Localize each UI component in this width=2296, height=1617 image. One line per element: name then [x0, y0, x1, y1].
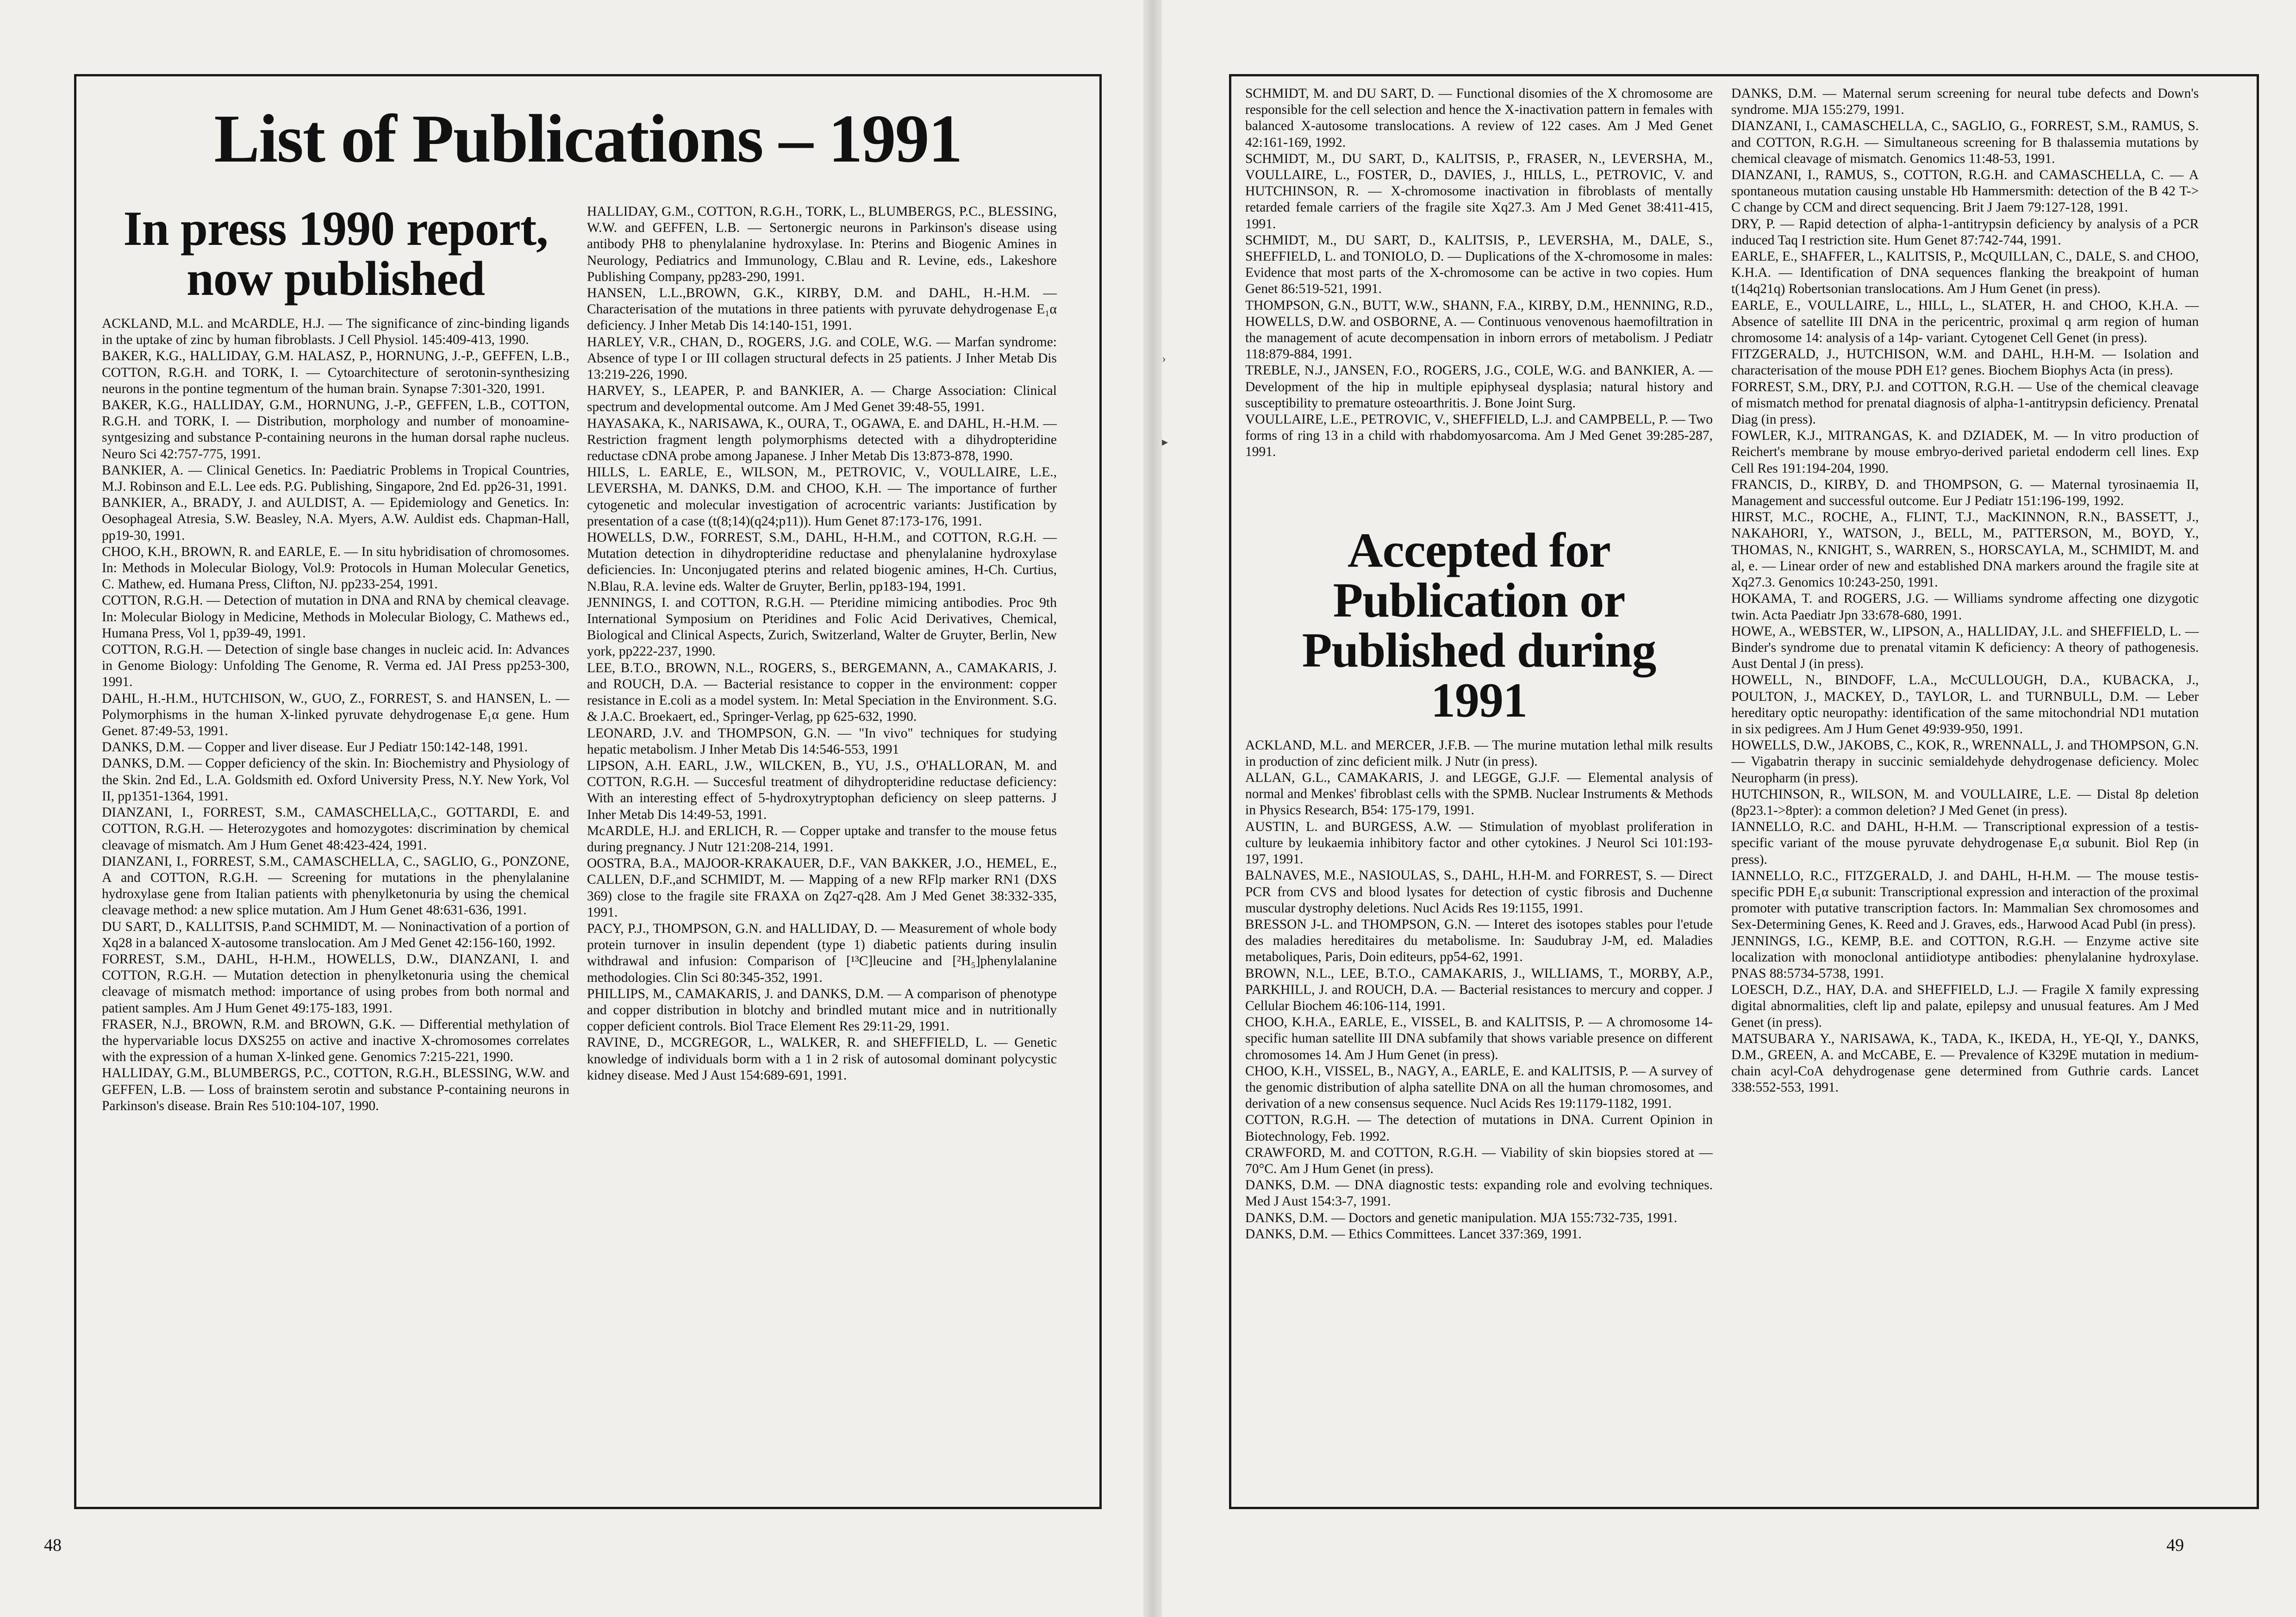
publication-entry: COTTON, R.G.H. — The detection of mutations in DNA. Current Opinion in Biotechnology, Feb. 1992. — [1245, 1112, 1713, 1144]
publication-entry: DANKS, D.M. — Doctors and genetic manipulation. MJA 155:732-735, 1991. — [1245, 1210, 1678, 1225]
accepted-heading: Accepted for Publication or Published during 1991 — [1302, 523, 1656, 727]
publication-entry: DANKS, D.M. — Ethics Committees. Lancet 337:369, 1991. — [1245, 1226, 1582, 1242]
in-press-list-part-2 — [587, 204, 1057, 1084]
publication-entry: BRESSON J-L. and THOMPSON, G.N. — Interet des isotopes stables pour l'etude des maladies hereditaires du metabolisme. In: Saudubray J-M, ed. Maladies metaboliques, Paris, Doin editeurs, pp54-62, 1991. — [1245, 917, 1713, 965]
publication-entry: DAHL, H.-H.M., HUTCHISON, W., GUO, Z., FORREST, S. and HANSEN, L. — Polymorphisms in the human X-linked pyruvate dehydrogenase E₁α gene. Hum Genet. 87:49-53, 1991. — [102, 691, 569, 739]
publication-entry: DIANZANI, I., FORREST, S.M., CAMASCHELLA, C., SAGLIO, G., PONZONE, A and COTTON, R.G.H. — Screening for mutations in the phenylalanine hydroxylase gene from Italian patients with phenylketonuria by using the chemical cleavage method: a new splice mutation. Am J Hum Genet 48:631-636, 1991. — [102, 854, 569, 918]
publication-entry: HUTCHINSON, R., WILSON, M. and VOULLAIRE, L.E. — Distal 8p deletion (8p23.1->8pter): a common deletion? J Med Genet (in press). — [1731, 787, 2199, 818]
page-number-right: 49 — [2166, 1536, 2184, 1555]
publication-entry: McARDLE, H.J. and ERLICH, R. — Copper uptake and transfer to the mouse fetus during pregnancy. J Nutr 121:208-214, 1991. — [587, 823, 1057, 855]
page-title: List of Publications – 1991 — [214, 101, 962, 177]
publication-entry: HOKAMA, T. and ROGERS, J.G. — Williams syndrome affecting one dizygotic twin. Acta Paediatr Jpn 33:678-680, 1991. — [1731, 591, 2199, 623]
publication-entry: CHOO, K.H., VISSEL, B., NAGY, A., EARLE, E. and KALITSIS, P. — A survey of the genomic distribution of alpha satellite DNA on all the human chromosomes, and derivation of a new consensus sequence. Nucl Acids Res 19:1179-1182, 1991. — [1245, 1063, 1713, 1111]
publication-entry: SCHMIDT, M. and DU SART, D. — Functional disomies of the X chromosome are responsible for the cell selection and hence the X-inactivation pattern in females with balanced X-autosome translocations. A review of 122 cases. Am J Med Genet 42:161-169, 1992. — [1245, 86, 1713, 150]
publication-entry: DIANZANI, I., CAMASCHELLA, C., SAGLIO, G., FORREST, S.M., RAMUS, S. and COTTON, R.G.H. — Simultaneous screening for B thalassemia mutations by chemical cleavage of mismatch. Genomics 11:48-53, 1991. — [1731, 119, 2199, 166]
publication-entry: BAKER, K.G., HALLIDAY, G.M., HORNUNG, J.-P., GEFFEN, L.B., COTTON, R.G.H. and TORK, I. — Distribution, morphology and number of monoamine-syntgesizing and substance P-containing neurons in the human dorsal raphe nucleus. Neuro Sci 42:757-775, 1991. — [102, 398, 569, 462]
publication-entry: LIPSON, A.H. EARL, J.W., WILCKEN, B., YU, J.S., O'HALLORAN, M. and COTTON, R.G.H. — Succesful treatment of dihydropteridine reductase deficiency: With an interesting effect of 5-hydroxytryptophan deficiency on sleep patterns. J Inher Metab Dis 14:49-53, 1991. — [587, 758, 1057, 822]
publication-entry: FOWLER, K.J., MITRANGAS, K. and DZIADEK, M. — In vitro production of Reichert's membrane by mouse embryo-derived parietal endoderm cell lines. Exp Cell Res 191:194-204, 1990. — [1731, 428, 2199, 476]
left-page-column-1 — [102, 204, 569, 1463]
publication-entry: LOESCH, D.Z., HAY, D.A. and SHEFFIELD, L.J. — Fragile X family expressing digital abnormalities, cleft lip and palate, epilepsy and unusual features. Am J Med Genet (in press). — [1731, 982, 2199, 1030]
continued-list — [1245, 86, 1713, 461]
publication-entry: ACKLAND, M.L. and MERCER, J.F.B. — The murine mutation lethal milk results in production of zinc deficient milk. J Nutr (in press). — [1245, 737, 1713, 769]
publication-entry: COTTON, R.G.H. — Detection of single base changes in nucleic acid. In: Advances in Genome Biology: Unfolding The Genome, R. Verma ed. JAI Press pp253-300, 1991. — [102, 642, 569, 690]
publication-entry: EARLE, E., VOULLAIRE, L., HILL, L., SLATER, H. and CHOO, K.H.A. — Absence of satellite III DNA in the pericentric, proximal q arm region of human chromosome 14: analysis of a 14p- variant. Cytogenet Cell Genet (in press). — [1731, 298, 2199, 346]
publication-entry: HILLS, L. EARLE, E., WILSON, M., PETROVIC, V., VOULLAIRE, L.E., LEVERSHA, M. DANKS, D.M. and CHOO, K.H. — The importance of further cytogenetic and molecular investigation of acrocentric variants: Justification by presentation of a case (t(8;14)(q24;p11)). Hum Genet 87:173-176, 1991. — [587, 465, 1057, 529]
right-page-column-1 — [1245, 86, 1713, 1470]
publication-entry: DIANZANI, I., FORREST, S.M., CAMASCHELLA,C., GOTTARDI, E. and COTTON, R.G.H. — Heterozygotes and homozygotes: discrimination by chemical cleavage of mismatch. Am J Hum Genet 48:423-424, 1991. — [102, 805, 569, 853]
publication-entry: DANKS, D.M. — Copper deficiency of the skin. In: Biochemistry and Physiology of the Skin. 2nd Ed., L.A. Goldsmith ed. Oxford University Press, N.Y. New York, Vol II, pp1351-1364, 1991. — [102, 756, 569, 804]
publication-entry: HOWELL, N., BINDOFF, L.A., McCULLOUGH, D.A., KUBACKA, J., POULTON, J., MACKEY, D., TAYLOR, L. and TURNBULL, D.M. — Leber hereditary optic neuropathy: identification of the same mitochondrial ND1 mutation in six pedigrees. Am J Hum Genet 49:939-950, 1991. — [1731, 673, 2199, 737]
publication-entry: ACKLAND, M.L. and McARDLE, H.J. — The significance of zinc-binding ligands in the uptake of zinc by human fibroblasts. J Cell Physiol. 145:409-413, 1990. — [102, 316, 569, 348]
publication-entry: HALLIDAY, G.M., COTTON, R.G.H., TORK, L., BLUMBERGS, P.C., BLESSING, W.W. and GEFFEN, L.B. — Sertonergic neurons in Parkinson's disease using antibody PH8 to phenylalanine hydroxylase. In: Pterins and Biogenic Amines in Neurology, Pediatrics and Immunology, C.Blau and R. Levine, eds., Lakeshore Publishing Company, pp283-290, 1991. — [587, 204, 1057, 284]
publication-entry: RAVINE, D., MCGREGOR, L., WALKER, R. and SHEFFIELD, L. — Genetic knowledge of individuals borm with a 1 in 2 risk of autosomal dominant polycystic kidney disease. Med J Aust 154:689-691, 1991. — [587, 1035, 1057, 1083]
publication-entry: DU SART, D., KALLITSIS, P.and SCHMIDT, M. — Noninactivation of a portion of Xq28 in a balanced X-autosome translocation. Am J Med Genet 42:156-160, 1992. — [102, 919, 569, 950]
publication-entry: FORREST, S.M., DRY, P.J. and COTTON, R.G.H. — Use of the chemical cleavage of mismatch method for prenatal diagnosis of alpha-1-antitrypsin deficiency. Prenatal Diag (in press). — [1731, 379, 2199, 427]
publication-entry: TREBLE, N.J., JANSEN, F.O., ROGERS, J.G., COLE, W.G. and BANKIER, A. — Development of the hip in multiple epiphyseal dysplasia; natural history and susceptibility to premature osteoarthritis. J. Bone Joint Surg. — [1245, 363, 1713, 411]
publication-entry: LEONARD, J.V. and THOMPSON, G.N. — "In vivo" techniques for studying hepatic metabolism. J Inher Metab Dis 14:546-553, 1991 — [587, 725, 1057, 757]
publication-entry: HAYASAKA, K., NARISAWA, K., OURA, T., OGAWA, E. and DAHL, H.-H.M. — Restriction fragment length polymorphisms detected with a dihydropteridine reductase cDNA probe among Japanese. J Inher Metab Dis 13:873-878, 1990. — [587, 416, 1057, 464]
publication-entry: SCHMIDT, M., DU SART, D., KALITSIS, P., FRASER, N., LEVERSHA, M., VOULLAIRE, L., FOSTER, D., DAVIES, J., HILLS, L., PETROVIC, V. and HUTCHINSON, R. — X-chromosome inactivation in fibroblasts of mentally retarded female carriers of the fragile site Xq27.3. Am J Med Genet 38:411-415, 1991. — [1245, 151, 1713, 231]
publication-entry: JENNINGS, I. and COTTON, R.G.H. — Pteridine mimicing antibodies. Proc 9th International Symposium on Pteridines and Folic Acid Derivatives, Chemical, Biological and Clinical Aspects, Zurich, Switzerland, Walter de Gruyter, Berlin, New york, pp222-237, 1990. — [587, 595, 1057, 659]
publication-entry: BANKIER, A., BRADY, J. and AULDIST, A. — Epidemiology and Genetics. In: Oesophageal Atresia, S.W. Beasley, N.A. Myers, A.W. Auldist eds. Chapman-Hall, pp19-30, 1991. — [102, 495, 569, 543]
publication-entry: COTTON, R.G.H. — Detection of mutation in DNA and RNA by chemical cleavage. In: Molecular Biology in Medicine, Methods in Molecular Biology, C. Mathews ed., Humana Press, Vol 1, pp39-49, 1991. — [102, 593, 569, 641]
publication-entry: HALLIDAY, G.M., BLUMBERGS, P.C., COTTON, R.G.H., BLESSING, W.W. and GEFFEN, L.B. — Loss of brainstem serotin and substance P-containing neurons in Parkinson's disease. Brain Res 510:104-107, 1990. — [102, 1066, 569, 1113]
publication-entry: FORREST, S.M., DAHL, H-H.M., HOWELLS, D.W., DIANZANI, I. and COTTON, R.G.H. — Mutation detection in phenylketonuria using the chemical cleavage of mismatch method: importance of using probes from both normal and patient samples. Am J Hum Genet 49:175-183, 1991. — [102, 951, 569, 1016]
publication-entry: DRY, P. — Rapid detection of alpha-1-antitrypsin deficiency by analysis of a PCR induced Taq I restriction site. Hum Genet 87:742-744, 1991. — [1731, 216, 2199, 248]
publication-entry: FRASER, N.J., BROWN, R.M. and BROWN, G.K. — Differential methylation of the hypervariable locus DXS255 on active and inactive X-chromosomes correlates with the expression of a human X-linked gene. Genomics 7:215-221, 1990. — [102, 1017, 569, 1065]
publication-entry: DANKS, D.M. — Maternal serum screening for neural tube defects and Down's syndrome. MJA 155:279, 1991. — [1731, 86, 2199, 118]
left-page-column-2 — [587, 204, 1057, 1463]
publication-entry: JENNINGS, I.G., KEMP, B.E. and COTTON, R.G.H. — Enzyme active site localization with monoclonal antiidiotype antibodies: phenylalanine hydroxylase. PNAS 88:5734-5738, 1991. — [1731, 933, 2199, 981]
publication-entry: CRAWFORD, M. and COTTON, R.G.H. — Viability of skin biopsies stored at — 70°C. Am J Hum Genet (in press). — [1245, 1145, 1713, 1176]
spread-gutter — [1143, 0, 1162, 1617]
publication-entry: HARVEY, S., LEAPER, P. and BANKIER, A. — Charge Association: Clinical spectrum and developmental outcome. Am J Med Genet 39:48-55, 1991. — [587, 383, 1057, 415]
in-press-list-part-1 — [102, 316, 569, 1114]
publication-entry: VOULLAIRE, L.E., PETROVIC, V., SHEFFIELD, L.J. and CAMPBELL, P. — Two forms of ring 13 in a child with rhabdomyosarcoma. Am J Med Genet 39:285-287, 1991. — [1245, 412, 1713, 460]
margin-mark: ▸ — [1162, 435, 1168, 449]
publication-entry: FRANCIS, D., KIRBY, D. and THOMPSON, G. — Maternal tyrosinaemia II, Management and successful outcome. Eur J Pediatr 151:196-199, 1992. — [1731, 477, 2199, 509]
margin-mark: › — [1162, 352, 1166, 365]
publication-entry: ALLAN, G.L., CAMAKARIS, J. and LEGGE, G.J.F. — Elemental analysis of normal and Menkes' fibroblast cells with the SPMB. Nuclear Instruments & Methods in Physics Research, B54: 175-179, 1991. — [1245, 770, 1713, 818]
publication-entry: HANSEN, L.L.,BROWN, G.K., KIRBY, D.M. and DAHL, H.-H.M. — Characterisation of the mutations in three patients with pyruvate dehydrogenase E₁α deficiency. J Inher Metab Dis 14:140-151, 1991. — [587, 286, 1057, 333]
publication-entry: HIRST, M.C., ROCHE, A., FLINT, T.J., MacKINNON, R.N., BASSETT, J., NAKAHORI, Y., WATSON, J., BELL, M., PATTERSON, M., BOYD, Y., THOMAS, N., KNIGHT, S., WARREN, S., HORSCAYLA, M., SCHMIDT, M. and al, e. — Linear order of new and established DNA markers around the fragile site at Xq27.3. Genomics 10:243-250, 1991. — [1731, 510, 2199, 590]
publication-entry: FITZGERALD, J., HUTCHISON, W.M. and DAHL, H.H-M. — Isolation and characterisation of the mouse PDH E1? genes. Biochem Biophys Acta (in press). — [1731, 347, 2199, 378]
publication-entry: HARLEY, V.R., CHAN, D., ROGERS, J.G. and COLE, W.G. — Marfan syndrome: Absence of type I or III collagen structural defects in 25 patients. J Inher Metab Dis 13:219-226, 1990. — [587, 334, 1057, 382]
publication-entry: HOWE, A., WEBSTER, W., LIPSON, A., HALLIDAY, J.L. and SHEFFIELD, L. — Binder's syndrome due to prenatal vitamin K deficiency: A theory of pathogenesis. Aust Dental J (in press). — [1731, 624, 2199, 672]
publication-entry: PACY, P.J., THOMPSON, G.N. and HALLIDAY, D. — Measurement of whole body protein turnover in insulin dependent (type 1) diabetic patients during insulin withdrawal and infusion: Comparison of [¹³C]leucine and [²H₅]phenylalanine methodologies. Clin Sci 80:345-352, 1991. — [587, 921, 1057, 985]
publication-entry: BAKER, K.G., HALLIDAY, G.M. HALASZ, P., HORNUNG, J.-P., GEFFEN, L.B., COTTON, R.G.H. and TORK, I. — Cytoarchitecture of serotonin-synthesizing neurons in the pontine tegmentum of the human brain. Synapse 7:301-320, 1991. — [102, 349, 569, 396]
page-number-left: 48 — [44, 1536, 62, 1555]
publication-entry: IANNELLO, R.C., FITZGERALD, J. and DAHL, H-H.M. — The mouse testis-specific PDH E₁α subunit: Transcriptional expression and interaction of the proximal promoter with putative transcription factors. In: Mammalian Sex chromosomes and Sex-Determining Genes, K. Reed and J. Graves, eds., Harwood Acad Publ (in press). — [1731, 868, 2199, 932]
publication-entry: LEE, B.T.O., BROWN, N.L., ROGERS, S., BERGEMANN, A., CAMAKARIS, J. and ROUCH, D.A. — Bacterial resistance to copper in the environment: copper resistance in E.coli as a model system. In: Metal Speciation in the Environment. S.G. & J.A.C. Broekaert, ed., Springer-Verlag, pp 625-632, 1990. — [587, 660, 1057, 724]
publication-entry: CHOO, K.H., BROWN, R. and EARLE, E. — In situ hybridisation of chromosomes. In: Methods in Molecular Biology, Vol.9: Protocols in Human Molecular Genetics, C. Mathew, ed. Humana Press, Clifton, NJ. pp233-254, 1991. — [102, 544, 569, 592]
publication-entry: HOWELLS, D.W., FORREST, S.M., DAHL, H-H.M., and COTTON, R.G.H. — Mutation detection in dihydropteridine reductase and phenylalanine hydroxylase deficiencies. In: Unconjugated pterins and related biogenic amines, H-Ch. Curtius, N.Blau, R.A. levine eds. Walter de Gruyter, Berlin, pp183-194, 1991. — [587, 530, 1057, 594]
publication-entry: IANNELLO, R.C. and DAHL, H-H.M. — Transcriptional expression of a testis-specific variant of the mouse pyruvate dehydrogenase E₁α subunit. Biol Rep (in press). — [1731, 819, 2199, 867]
publication-entry: MATSUBARA Y., NARISAWA, K., TADA, K., IKEDA, H., YE-QI, Y., DANKS, D.M., GREEN, A. and McCABE, E. — Prevalence of K329E mutation in medium-chain acyl-CoA dehydrogenase gene determined from Guthrie cards. Lancet 338:552-553, 1991. — [1731, 1031, 2199, 1095]
right-page-column-2 — [1731, 86, 2199, 1470]
accepted-list-part-2 — [1731, 86, 2199, 1096]
publication-entry: SCHMIDT, M., DU SART, D., KALITSIS, P., LEVERSHA, M., DALE, S., SHEFFIELD, L. and TONIOLO, D. — Duplications of the X-chromosome in males: Evidence that most parts of the X-chromosome can be active in two copies. Hum Genet 86:519-521, 1991. — [1245, 232, 1713, 297]
publication-entry: OOSTRA, B.A., MAJOOR-KRAKAUER, D.F., VAN BAKKER, J.O., HEMEL, E., CALLEN, D.F.,and SCHMIDT, M. — Mapping of a new RFlp marker RN1 (DXS 369) close to the fragile site FRAXA on Zq27-q28. Am J Med Genet 38:332-335, 1991. — [587, 856, 1057, 920]
in-press-heading: In press 1990 report, now published — [123, 204, 548, 306]
publication-entry: DANKS, D.M. — DNA diagnostic tests: expanding role and evolving techniques. Med J Aust 154:3-7, 1991. — [1245, 1178, 1713, 1209]
publication-entry: PHILLIPS, M., CAMAKARIS, J. and DANKS, D.M. — A comparison of phenotype and copper distribution in blotchy and brindled mutant mice and in nutritionally copper deficient controls. Biol Trace Element Res 29:11-29, 1991. — [587, 986, 1057, 1034]
publication-entry: DIANZANI, I., RAMUS, S., COTTON, R.G.H. and CAMASCHELLA, C. — A spontaneous mutation causing unstable Hb Hammersmith: detection of the B 42 T-> C change by CCM and direct sequencing. Brit J Jaem 79:127-128, 1991. — [1731, 168, 2199, 215]
accepted-list-part-1 — [1245, 737, 1713, 1242]
publication-entry: EARLE, E., SHAFFER, L., KALITSIS, P., McQUILLAN, C., DALE, S. and CHOO, K.H.A. — Identification of DNA sequences flanking the breakpoint of human t(14q21q) Robertsonian translocations. Am J Hum Genet (in press). — [1731, 249, 2199, 297]
publication-entry: CHOO, K.H.A., EARLE, E., VISSEL, B. and KALITSIS, P. — A chromosome 14-specific human satellite III DNA subfamily that shows variable presence on different chromosomes 14. Am J Hum Genet (in press). — [1245, 1015, 1713, 1062]
publication-entry: BROWN, N.L., LEE, B.T.O., CAMAKARIS, J., WILLIAMS, T., MORBY, A.P., PARKHILL, J. and ROUCH, D.A. — Bacterial resistances to mercury and copper. J Cellular Biochem 46:106-114, 1991. — [1245, 966, 1713, 1013]
publication-entry: THOMPSON, G.N., BUTT, W.W., SHANN, F.A., KIRBY, D.M., HENNING, R.D., HOWELLS, D.W. and OSBORNE, A. — Continuous venovenous haemofiltration in the management of acute decompensation in inborn errors of metabolism. J Pediatr 118:879-884, 1991. — [1245, 298, 1713, 362]
publication-entry: HOWELLS, D.W., JAKOBS, C., KOK, R., WRENNALL, J. and THOMPSON, G.N. — Vigabatrin therapy in succinic semialdehyde dehydrogenase deficiency. Molec Neuropharm (in press). — [1731, 738, 2199, 786]
publication-entry: BALNAVES, M.E., NASIOULAS, S., DAHL, H.H-M. and FORREST, S. — Direct PCR from CVS and blood lysates for detection of cystic fibrosis and Duchenne muscular dystrophy deletions. Nucl Acids Res 19:1155, 1991. — [1245, 868, 1713, 916]
publication-entry: AUSTIN, L. and BURGESS, A.W. — Stimulation of myoblast proliferation in culture by leukaemia inhibitory factor and other cytokines. J Neurol Sci 101:193-197, 1991. — [1245, 819, 1713, 867]
publication-entry: DANKS, D.M. — Copper and liver disease. Eur J Pediatr 150:142-148, 1991. — [102, 740, 528, 755]
publication-entry: BANKIER, A. — Clinical Genetics. In: Paediatric Problems in Tropical Countries, M.J. Robinson and E.L. Lee eds. P.G. Publishing, Singapore, 2nd Ed. pp26-31, 1991. — [102, 462, 569, 494]
